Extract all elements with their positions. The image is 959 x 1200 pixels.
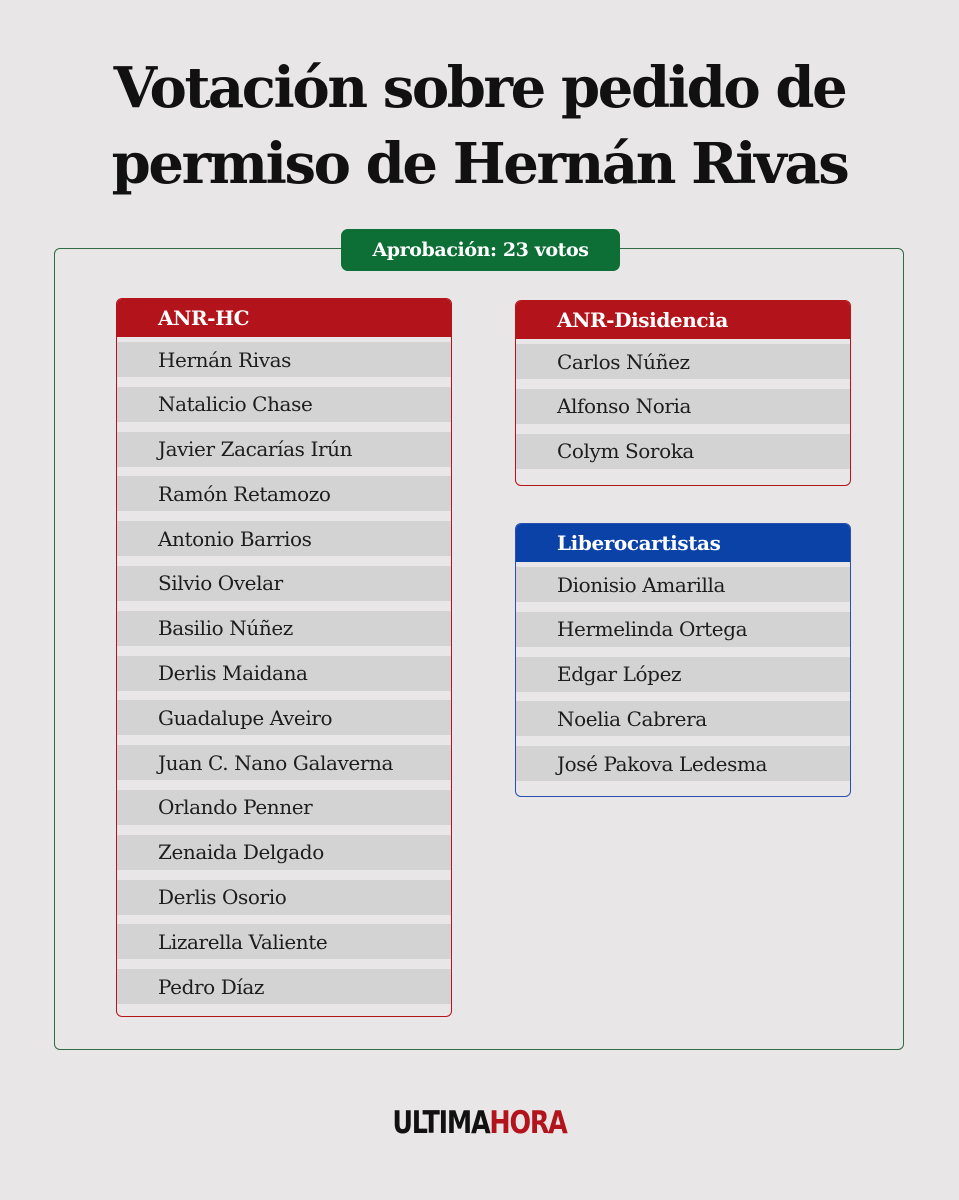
member-name: Juan C. Nano Galaverna: [117, 745, 451, 780]
member-list: [516, 562, 850, 781]
group-anr-disidencia: [515, 300, 851, 486]
ultimahora-logo: [86, 1105, 872, 1141]
member-name: José Pakova Ledesma: [516, 746, 850, 781]
member-name: Basilio Núñez: [117, 611, 451, 646]
member-name: Derlis Maidana: [117, 656, 451, 691]
member-name: Natalicio Chase: [117, 387, 451, 422]
member-name: Lizarella Valiente: [117, 924, 451, 959]
member-name: Edgar López: [516, 657, 850, 692]
member-name: Javier Zacarías Irún: [117, 432, 451, 467]
member-name: Guadalupe Aveiro: [117, 700, 451, 735]
member-name: Noelia Cabrera: [516, 701, 850, 736]
approval-badge: Aprobación: 23 votos: [341, 229, 620, 271]
member-name: Orlando Penner: [117, 790, 451, 825]
member-name: Zenaida Delgado: [117, 835, 451, 870]
group-header: ANR-HC: [117, 299, 451, 337]
member-name: Hernán Rivas: [117, 342, 451, 377]
member-list: [117, 337, 451, 1004]
member-name: Pedro Díaz: [117, 969, 451, 1004]
member-name: Colym Soroka: [516, 434, 850, 469]
member-name: Dionisio Amarilla: [516, 567, 850, 602]
group-header: ANR-Disidencia: [516, 301, 850, 339]
member-name: Ramón Retamozo: [117, 476, 451, 511]
logo-part-2: HORA: [489, 1105, 567, 1141]
group-anr-hc: [116, 298, 452, 1017]
member-list: [516, 339, 850, 469]
title-line-1: Votación sobre pedido de: [113, 55, 846, 121]
member-name: Derlis Osorio: [117, 880, 451, 915]
logo-part-1: ULTIMA: [392, 1105, 490, 1141]
group-header: Liberocartistas: [516, 524, 850, 562]
member-name: Carlos Núñez: [516, 344, 850, 379]
member-name: Hermelinda Ortega: [516, 612, 850, 647]
member-name: Alfonso Noria: [516, 389, 850, 424]
title-line-2: permiso de Hernán Rivas: [111, 131, 848, 197]
page-title: [0, 50, 959, 202]
group-liberocartistas: [515, 523, 851, 797]
member-name: Silvio Ovelar: [117, 566, 451, 601]
member-name: Antonio Barrios: [117, 521, 451, 556]
